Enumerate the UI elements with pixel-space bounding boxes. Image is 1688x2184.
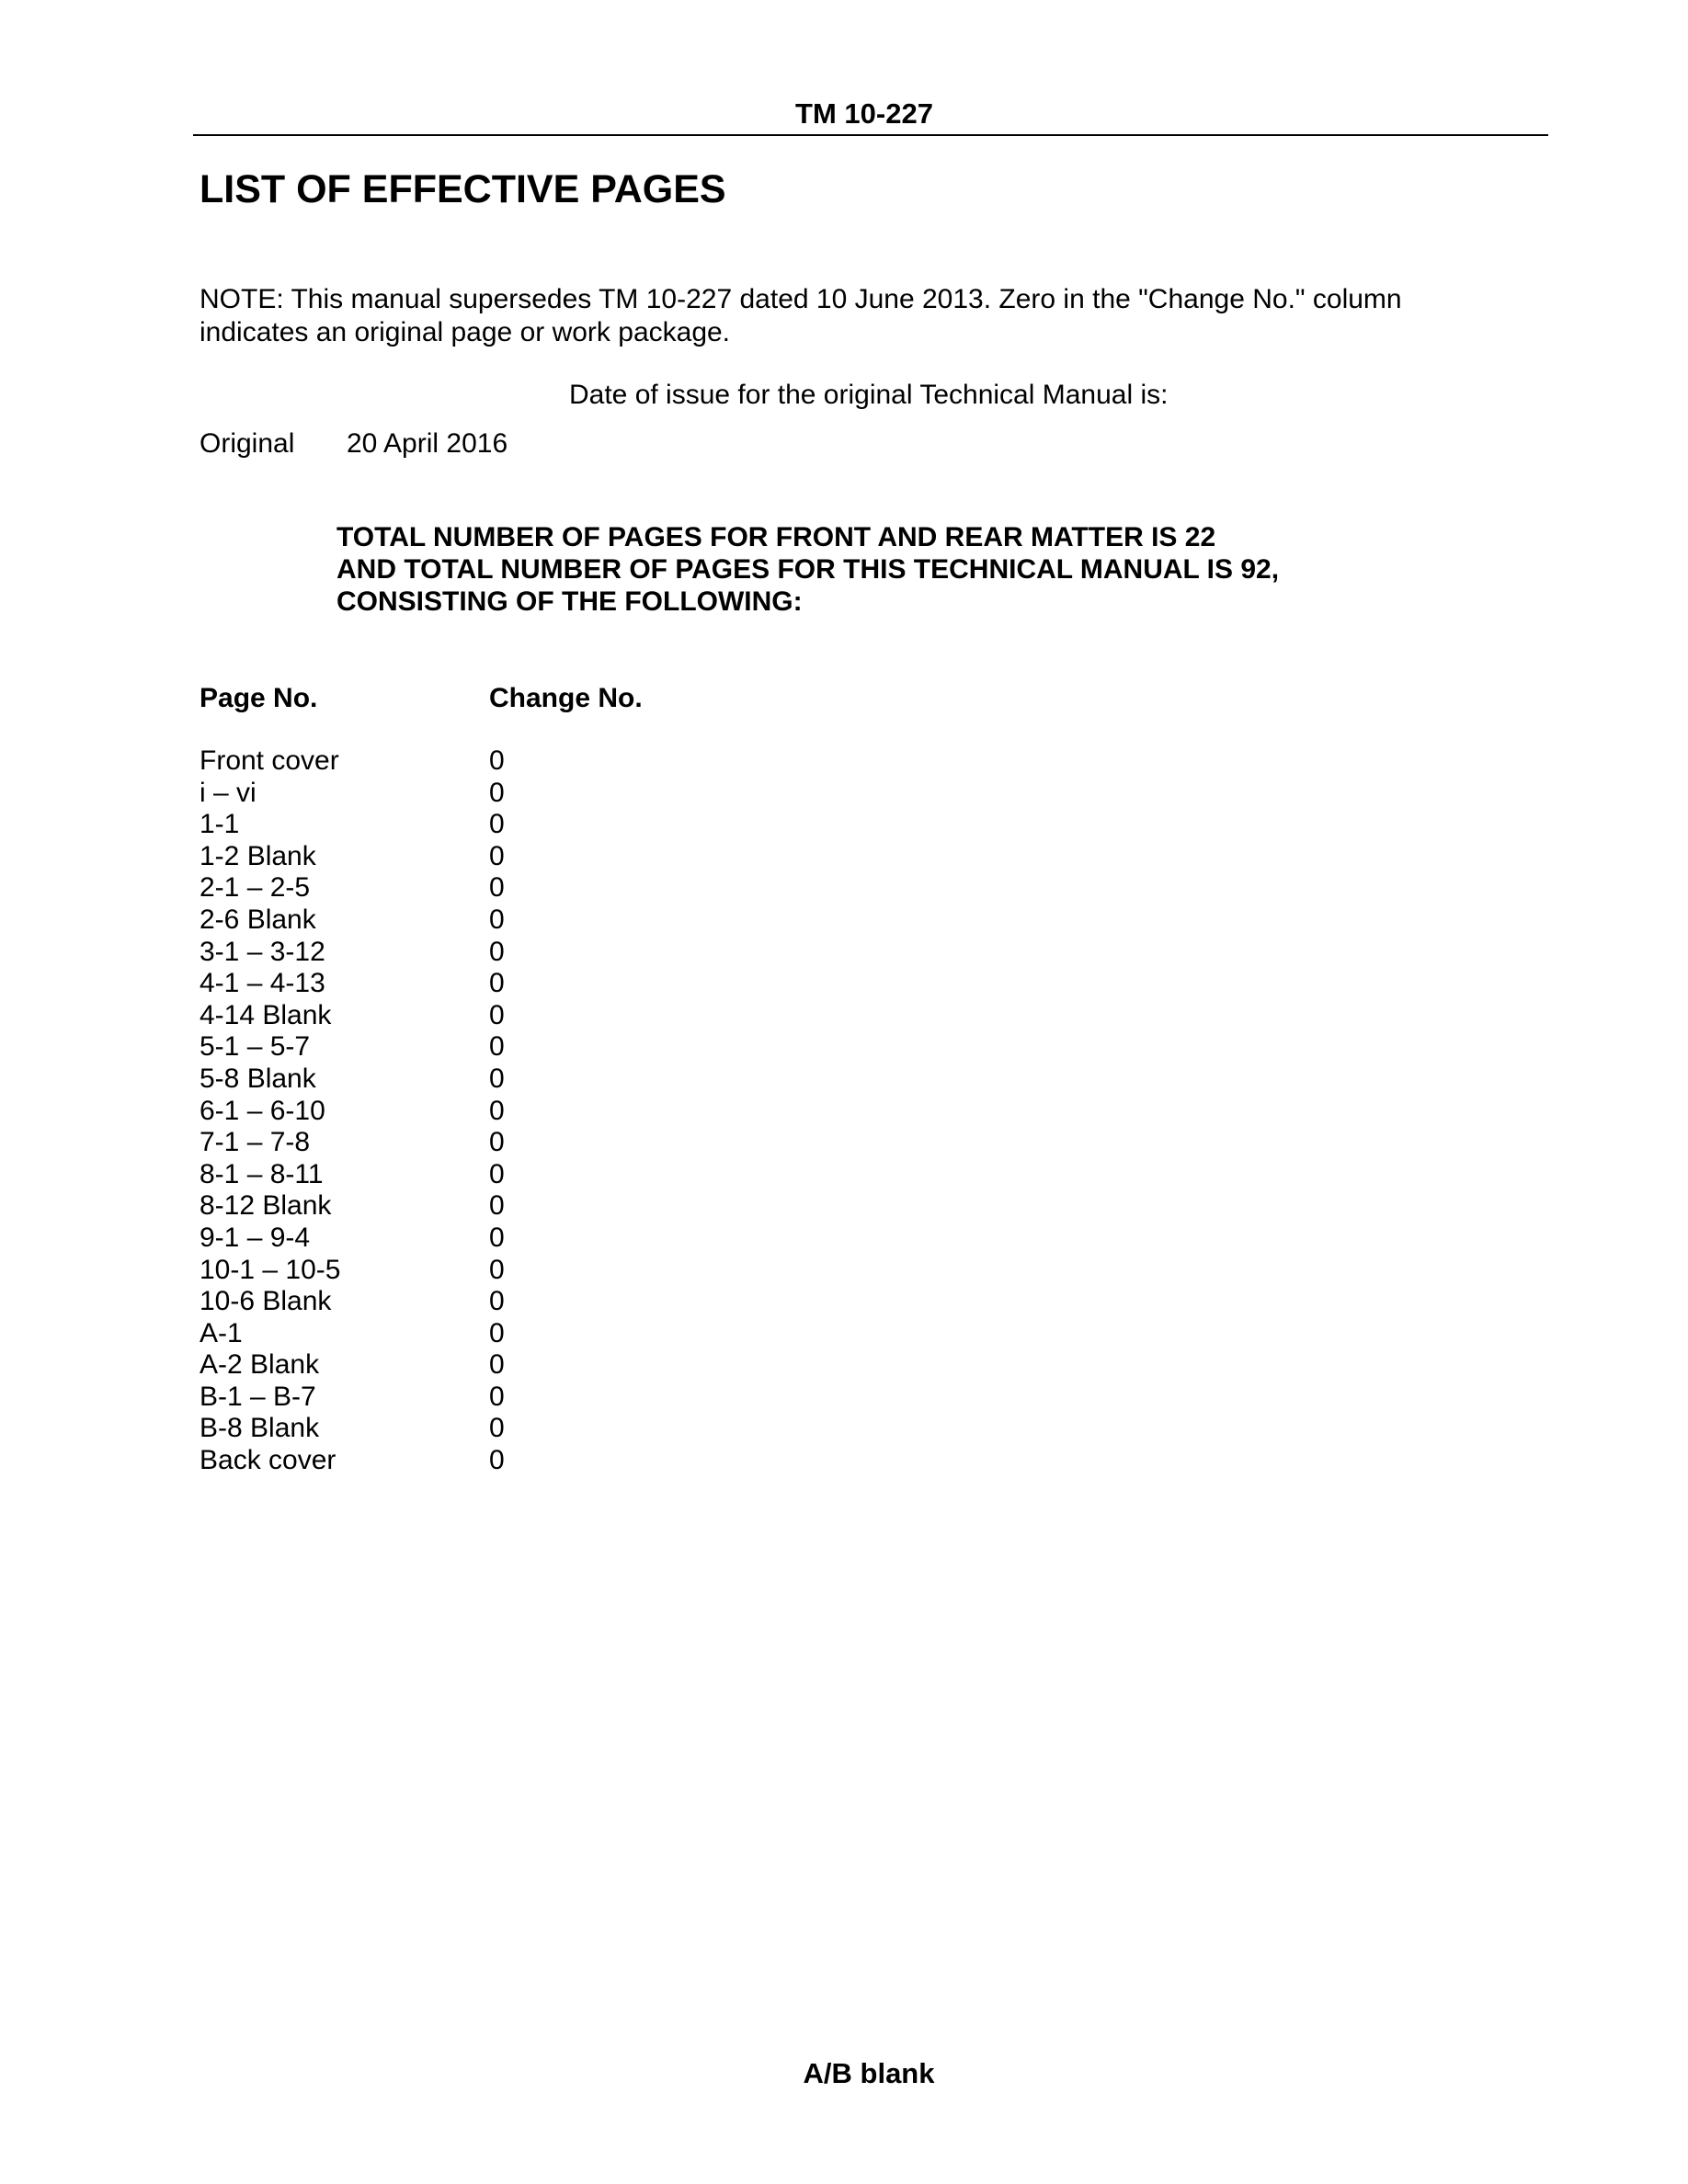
- change-number-cell: 0: [489, 1445, 505, 1476]
- change-number-cell: 0: [489, 968, 505, 999]
- change-number-cell: 0: [489, 777, 505, 808]
- page-number-cell: 8-1 – 8-11: [200, 1158, 324, 1189]
- original-label: Original: [200, 428, 295, 459]
- total-pages-line: CONSISTING OF THE FOLLOWING:: [336, 586, 803, 617]
- supersession-note: NOTE: This manual supersedes TM 10-227 dated 10 June 2013. Zero in the "Change No." column indicates an original page or work package.: [200, 284, 1402, 347]
- change-no-column-header: Change No.: [489, 683, 643, 713]
- page-number-cell: B-8 Blank: [200, 1413, 320, 1444]
- page-number-cell: A-1: [200, 1317, 243, 1348]
- page-number-cell: 4-14 Blank: [200, 999, 332, 1030]
- table-row: [200, 1349, 751, 1382]
- table-row: [200, 1031, 751, 1064]
- page-number-cell: 8-12 Blank: [200, 1190, 332, 1222]
- change-number-cell: 0: [489, 904, 505, 935]
- page-number-cell: i – vi: [200, 777, 257, 808]
- page-number-cell: Back cover: [200, 1445, 336, 1476]
- page-number-cell: Front cover: [200, 745, 339, 776]
- original-issue-row: [200, 427, 508, 461]
- table-row: [200, 841, 751, 873]
- change-number-cell: 0: [489, 1190, 505, 1222]
- page-number-cell: 5-1 – 5-7: [200, 1031, 311, 1063]
- change-number-cell: 0: [489, 1063, 505, 1094]
- table-row: [200, 1223, 751, 1255]
- change-number-cell: 0: [489, 745, 505, 776]
- change-number-cell: 0: [489, 1095, 505, 1126]
- change-number-cell: 0: [489, 1381, 505, 1412]
- page-number-cell: A-2 Blank: [200, 1349, 320, 1381]
- table-row: [200, 1190, 751, 1223]
- page-number-cell: 1-1: [200, 809, 240, 840]
- table-row: [200, 1159, 751, 1191]
- table-row: [200, 1318, 751, 1350]
- page-number-cell: B-1 – B-7: [200, 1381, 316, 1412]
- change-number-cell: 0: [489, 1286, 505, 1317]
- change-number-cell: 0: [489, 1031, 505, 1063]
- page-number-cell: 5-8 Blank: [200, 1063, 316, 1094]
- page-number-cell: 2-6 Blank: [200, 904, 316, 935]
- total-pages-line: TOTAL NUMBER OF PAGES FOR FRONT AND REAR MATTER IS 22: [336, 522, 1216, 552]
- page-number-cell: 9-1 – 9-4: [200, 1222, 311, 1253]
- page-title: LIST OF EFFECTIVE PAGES: [200, 167, 726, 211]
- table-row: [200, 872, 751, 904]
- page-number-cell: 6-1 – 6-10: [200, 1095, 325, 1126]
- change-number-cell: 0: [489, 872, 505, 904]
- footer-page-label: A/B blank: [803, 2057, 935, 2089]
- change-number-cell: 0: [489, 1158, 505, 1189]
- table-row: [200, 1064, 751, 1096]
- change-number-cell: 0: [489, 1127, 505, 1158]
- table-row: [200, 904, 751, 937]
- table-row: [200, 1127, 751, 1159]
- page-number-cell: 10-1 – 10-5: [200, 1254, 341, 1285]
- change-number-cell: 0: [489, 1317, 505, 1348]
- table-row: [200, 745, 751, 778]
- table-row: [200, 1096, 751, 1128]
- change-number-cell: 0: [489, 809, 505, 840]
- table-row: [200, 1286, 751, 1318]
- document-id-header: TM 10-227: [795, 97, 933, 130]
- page-no-column-header: Page No.: [200, 683, 318, 713]
- table-row: [200, 1445, 751, 1477]
- change-number-cell: 0: [489, 1349, 505, 1381]
- table-row: [200, 1255, 751, 1287]
- table-row: [200, 937, 751, 969]
- change-number-cell: 0: [489, 1254, 505, 1285]
- page-number-cell: 2-1 – 2-5: [200, 872, 311, 904]
- header-rule: [193, 134, 1548, 136]
- change-number-cell: 0: [489, 840, 505, 871]
- change-number-cell: 0: [489, 1413, 505, 1444]
- issue-date-statement: Date of issue for the original Technical Manual is:: [569, 380, 1169, 410]
- change-number-cell: 0: [489, 936, 505, 967]
- page-number-cell: 7-1 – 7-8: [200, 1127, 311, 1158]
- total-pages-statement: [336, 521, 1279, 618]
- table-row: [200, 968, 751, 1000]
- total-pages-line: AND TOTAL NUMBER OF PAGES FOR THIS TECHNICAL MANUAL IS 92,: [336, 554, 1280, 585]
- effective-pages-list: [200, 745, 751, 1477]
- page-number-cell: 4-1 – 4-13: [200, 968, 325, 999]
- page-number-cell: 1-2 Blank: [200, 840, 316, 871]
- page-number-cell: 3-1 – 3-12: [200, 936, 325, 967]
- original-date: 20 April 2016: [347, 428, 508, 459]
- change-number-cell: 0: [489, 1222, 505, 1253]
- change-number-cell: 0: [489, 999, 505, 1030]
- table-row: [200, 778, 751, 810]
- table-row: [200, 1000, 751, 1032]
- page-number-cell: 10-6 Blank: [200, 1286, 332, 1317]
- table-row: [200, 809, 751, 841]
- table-row: [200, 1382, 751, 1414]
- table-row: [200, 1413, 751, 1445]
